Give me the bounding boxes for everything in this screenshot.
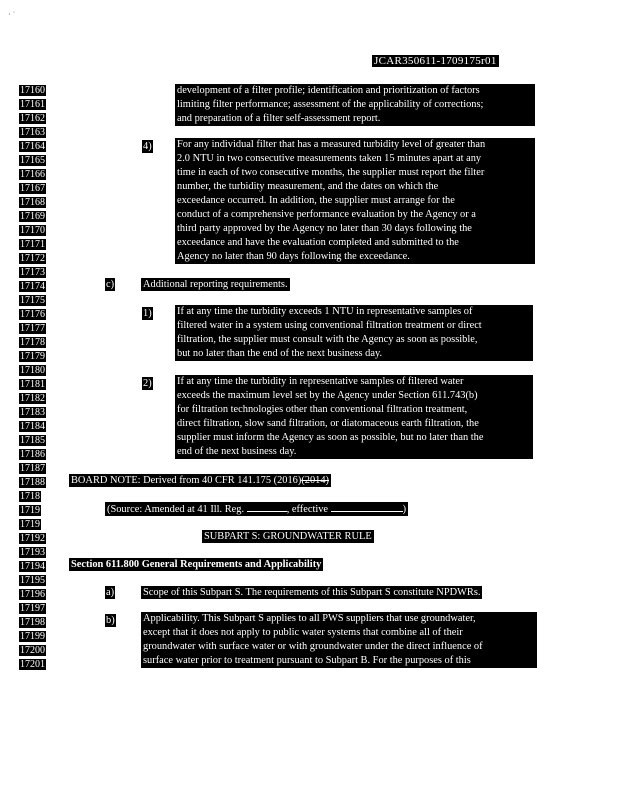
line-number	[19, 575, 53, 587]
line-number	[19, 631, 53, 643]
line-number	[19, 253, 53, 265]
line-number-text: 17175	[20, 295, 45, 306]
line-number	[19, 407, 53, 419]
line-number	[19, 197, 53, 209]
line-number	[19, 393, 53, 405]
item-c2-label: 2)	[143, 378, 152, 389]
line-number-text: 17194	[20, 561, 45, 572]
text-line: number, the turbidity measurement, and the dates on which the	[177, 181, 439, 192]
line-number	[19, 225, 53, 237]
line-number	[19, 421, 53, 433]
line-number-text: 17176	[20, 309, 45, 320]
line-number	[19, 85, 53, 97]
text-line: conduct of a comprehensive performance evaluation by the Agency or a	[177, 209, 476, 220]
text-line: exceeds the maximum level set by the Agency under Section 611.743(b)	[177, 390, 478, 401]
line-number-text: 17171	[20, 239, 45, 250]
line-number-text: 17182	[20, 393, 45, 404]
line-number	[19, 659, 53, 671]
line-number	[19, 211, 53, 223]
line-number-text: 17170	[20, 225, 45, 236]
section-heading: Section 611.800 General Requirements and Applicability	[71, 559, 322, 570]
line-number	[19, 463, 53, 475]
line-number-text: 17198	[20, 617, 45, 628]
line-number	[19, 239, 53, 251]
line-number-text: 17163	[20, 127, 45, 138]
line-number	[19, 267, 53, 279]
line-number	[19, 127, 53, 139]
text-line: exceedance and have the evaluation completed and submitted to the	[177, 237, 459, 248]
line-number	[19, 491, 53, 503]
text-line: filtration, the supplier must consult with the Agency as soon as possible,	[177, 334, 478, 345]
source-note	[105, 502, 408, 516]
item-c-heading: Additional reporting requirements.	[143, 279, 288, 290]
line-number-text: 1719	[20, 519, 40, 530]
subpart-title: SUBPART S: GROUNDWATER RULE	[204, 531, 372, 542]
line-number-text: 17178	[20, 337, 45, 348]
line-number-text: 17185	[20, 435, 45, 446]
line-number	[19, 561, 53, 573]
line-number	[19, 519, 53, 531]
item-a-text: Scope of this Subpart S. The requirements of this Subpart S constitute NPDWRs.	[143, 587, 481, 598]
item-c1-paragraph	[175, 305, 533, 361]
item-4-label: 4)	[143, 141, 152, 152]
text-line: surface water prior to treatment pursuant to Subpart B. For the purposes of this	[143, 655, 471, 666]
line-number-text: 17197	[20, 603, 45, 614]
register-page-blank	[247, 502, 287, 512]
line-number	[19, 183, 53, 195]
item-c2-paragraph	[175, 375, 533, 459]
line-number	[19, 99, 53, 111]
line-number-text: 17183	[20, 407, 45, 418]
paragraph-filter-profile	[175, 84, 535, 126]
line-number-text: 17172	[20, 253, 45, 264]
source-effective: , effective	[286, 504, 331, 515]
line-number-text: 17196	[20, 589, 45, 600]
line-number	[19, 155, 53, 167]
source-prefix: (Source: Amended at	[107, 504, 198, 515]
line-number	[19, 645, 53, 657]
line-number-text: 17179	[20, 351, 45, 362]
line-number-text: 1718	[20, 491, 40, 502]
line-number	[19, 337, 53, 349]
text-line: but no later than the end of the next business day.	[177, 348, 383, 359]
item-b-paragraph	[141, 612, 537, 668]
line-number	[19, 449, 53, 461]
line-number-text: 17188	[20, 477, 45, 488]
item-a-label: a)	[106, 587, 115, 598]
line-number	[19, 295, 53, 307]
text-line: If at any time the turbidity in representative samples of filtered water	[177, 376, 464, 387]
text-line: filtered water in a system using conventional filtration treatment or direct	[177, 320, 482, 331]
line-number-text: 17200	[20, 645, 45, 656]
item-4-paragraph	[175, 138, 535, 264]
line-number-text: 17161	[20, 99, 45, 110]
text-line: for filtration technologies other than conventional filtration treatment,	[177, 404, 468, 415]
line-number	[19, 141, 53, 153]
line-number	[19, 547, 53, 559]
text-line: supplier must inform the Agency as soon as possible, but no later than the	[177, 432, 484, 443]
line-number-text: 17173	[20, 267, 45, 278]
line-number-text: 17199	[20, 631, 45, 642]
line-number	[19, 379, 53, 391]
line-number-text: 17184	[20, 421, 45, 432]
text-line: third party approved by the Agency no later than 30 days following the	[177, 223, 472, 234]
text-line: direct filtration, slow sand filtration, or diatomaceous earth filtration, the	[177, 418, 479, 429]
line-number	[19, 323, 53, 335]
line-number-text: 17192	[20, 533, 45, 544]
line-number-text: 17193	[20, 547, 45, 558]
line-number-text: 17174	[20, 281, 45, 292]
line-number-text: 1719	[20, 505, 40, 516]
line-number	[19, 365, 53, 377]
text-line: If at any time the turbidity exceeds 1 NTU in representative samples of	[177, 306, 473, 317]
line-number-text: 17165	[20, 155, 45, 166]
line-number-text: 17168	[20, 197, 45, 208]
item-b-label: b)	[106, 615, 115, 626]
line-number	[19, 281, 53, 293]
line-number	[19, 505, 53, 517]
line-number-text: 17162	[20, 113, 45, 124]
item-c-label: c)	[106, 279, 115, 290]
text-line: exceedance occurred. In addition, the supplier must arrange for the	[177, 195, 455, 206]
board-note-struck-year: (2014)	[301, 475, 330, 486]
text-line: end of the next business day.	[177, 446, 297, 457]
line-number	[19, 603, 53, 615]
document-code: JCAR350611-1709175r01	[374, 55, 497, 67]
line-number-text: 17181	[20, 379, 45, 390]
text-line: For any individual filter that has a measured turbidity level of greater than	[177, 139, 486, 150]
text-line: limiting filter performance; assessment of the applicability of corrections;	[177, 99, 484, 110]
text-line: groundwater with surface water or with groundwater under the direct influence of	[143, 641, 483, 652]
line-number	[19, 477, 53, 489]
line-number	[19, 113, 53, 125]
effective-date-blank	[331, 502, 403, 512]
text-line: development of a filter profile; identification and prioritization of factors	[177, 85, 480, 96]
text-line: except that it does not apply to public water systems that combine all of their	[143, 627, 463, 638]
line-number-text: 17187	[20, 463, 45, 474]
line-number-text: 17180	[20, 365, 45, 376]
line-number-text: 17201	[20, 659, 45, 670]
line-number-text: 17160	[20, 85, 45, 96]
text-line: and preparation of a filter self-assessment report.	[177, 113, 381, 124]
text-line: Agency no later than 90 days following the exceedance.	[177, 251, 410, 262]
text-line: Applicability. This Subpart S applies to all PWS suppliers that use groundwater,	[143, 613, 476, 624]
line-number-text: 17164	[20, 141, 45, 152]
line-number	[19, 351, 53, 363]
line-number	[19, 169, 53, 181]
line-number-text: 17167	[20, 183, 45, 194]
line-number	[19, 533, 53, 545]
line-number	[19, 309, 53, 321]
source-close: )	[402, 504, 407, 515]
board-note-text: BOARD NOTE: Derived from 40 CFR 141.175 (2016)	[71, 475, 302, 486]
line-number-text: 17169	[20, 211, 45, 222]
text-line: time in each of two consecutive months, the supplier must report the filter	[177, 167, 485, 178]
line-number-text: 17186	[20, 449, 45, 460]
line-number	[19, 435, 53, 447]
scan-speck: · ˙	[8, 10, 16, 19]
text-line: 2.0 NTU in two consecutive measurements taken 15 minutes apart at any	[177, 153, 482, 164]
line-number-text: 17177	[20, 323, 45, 334]
item-c1-label: 1)	[143, 308, 152, 319]
line-number-text: 17195	[20, 575, 45, 586]
board-note	[69, 474, 331, 487]
source-volume: 41	[197, 504, 208, 515]
line-number	[19, 617, 53, 629]
source-mid: Ill. Reg.	[207, 504, 247, 515]
line-number-text: 17166	[20, 169, 45, 180]
line-number	[19, 589, 53, 601]
